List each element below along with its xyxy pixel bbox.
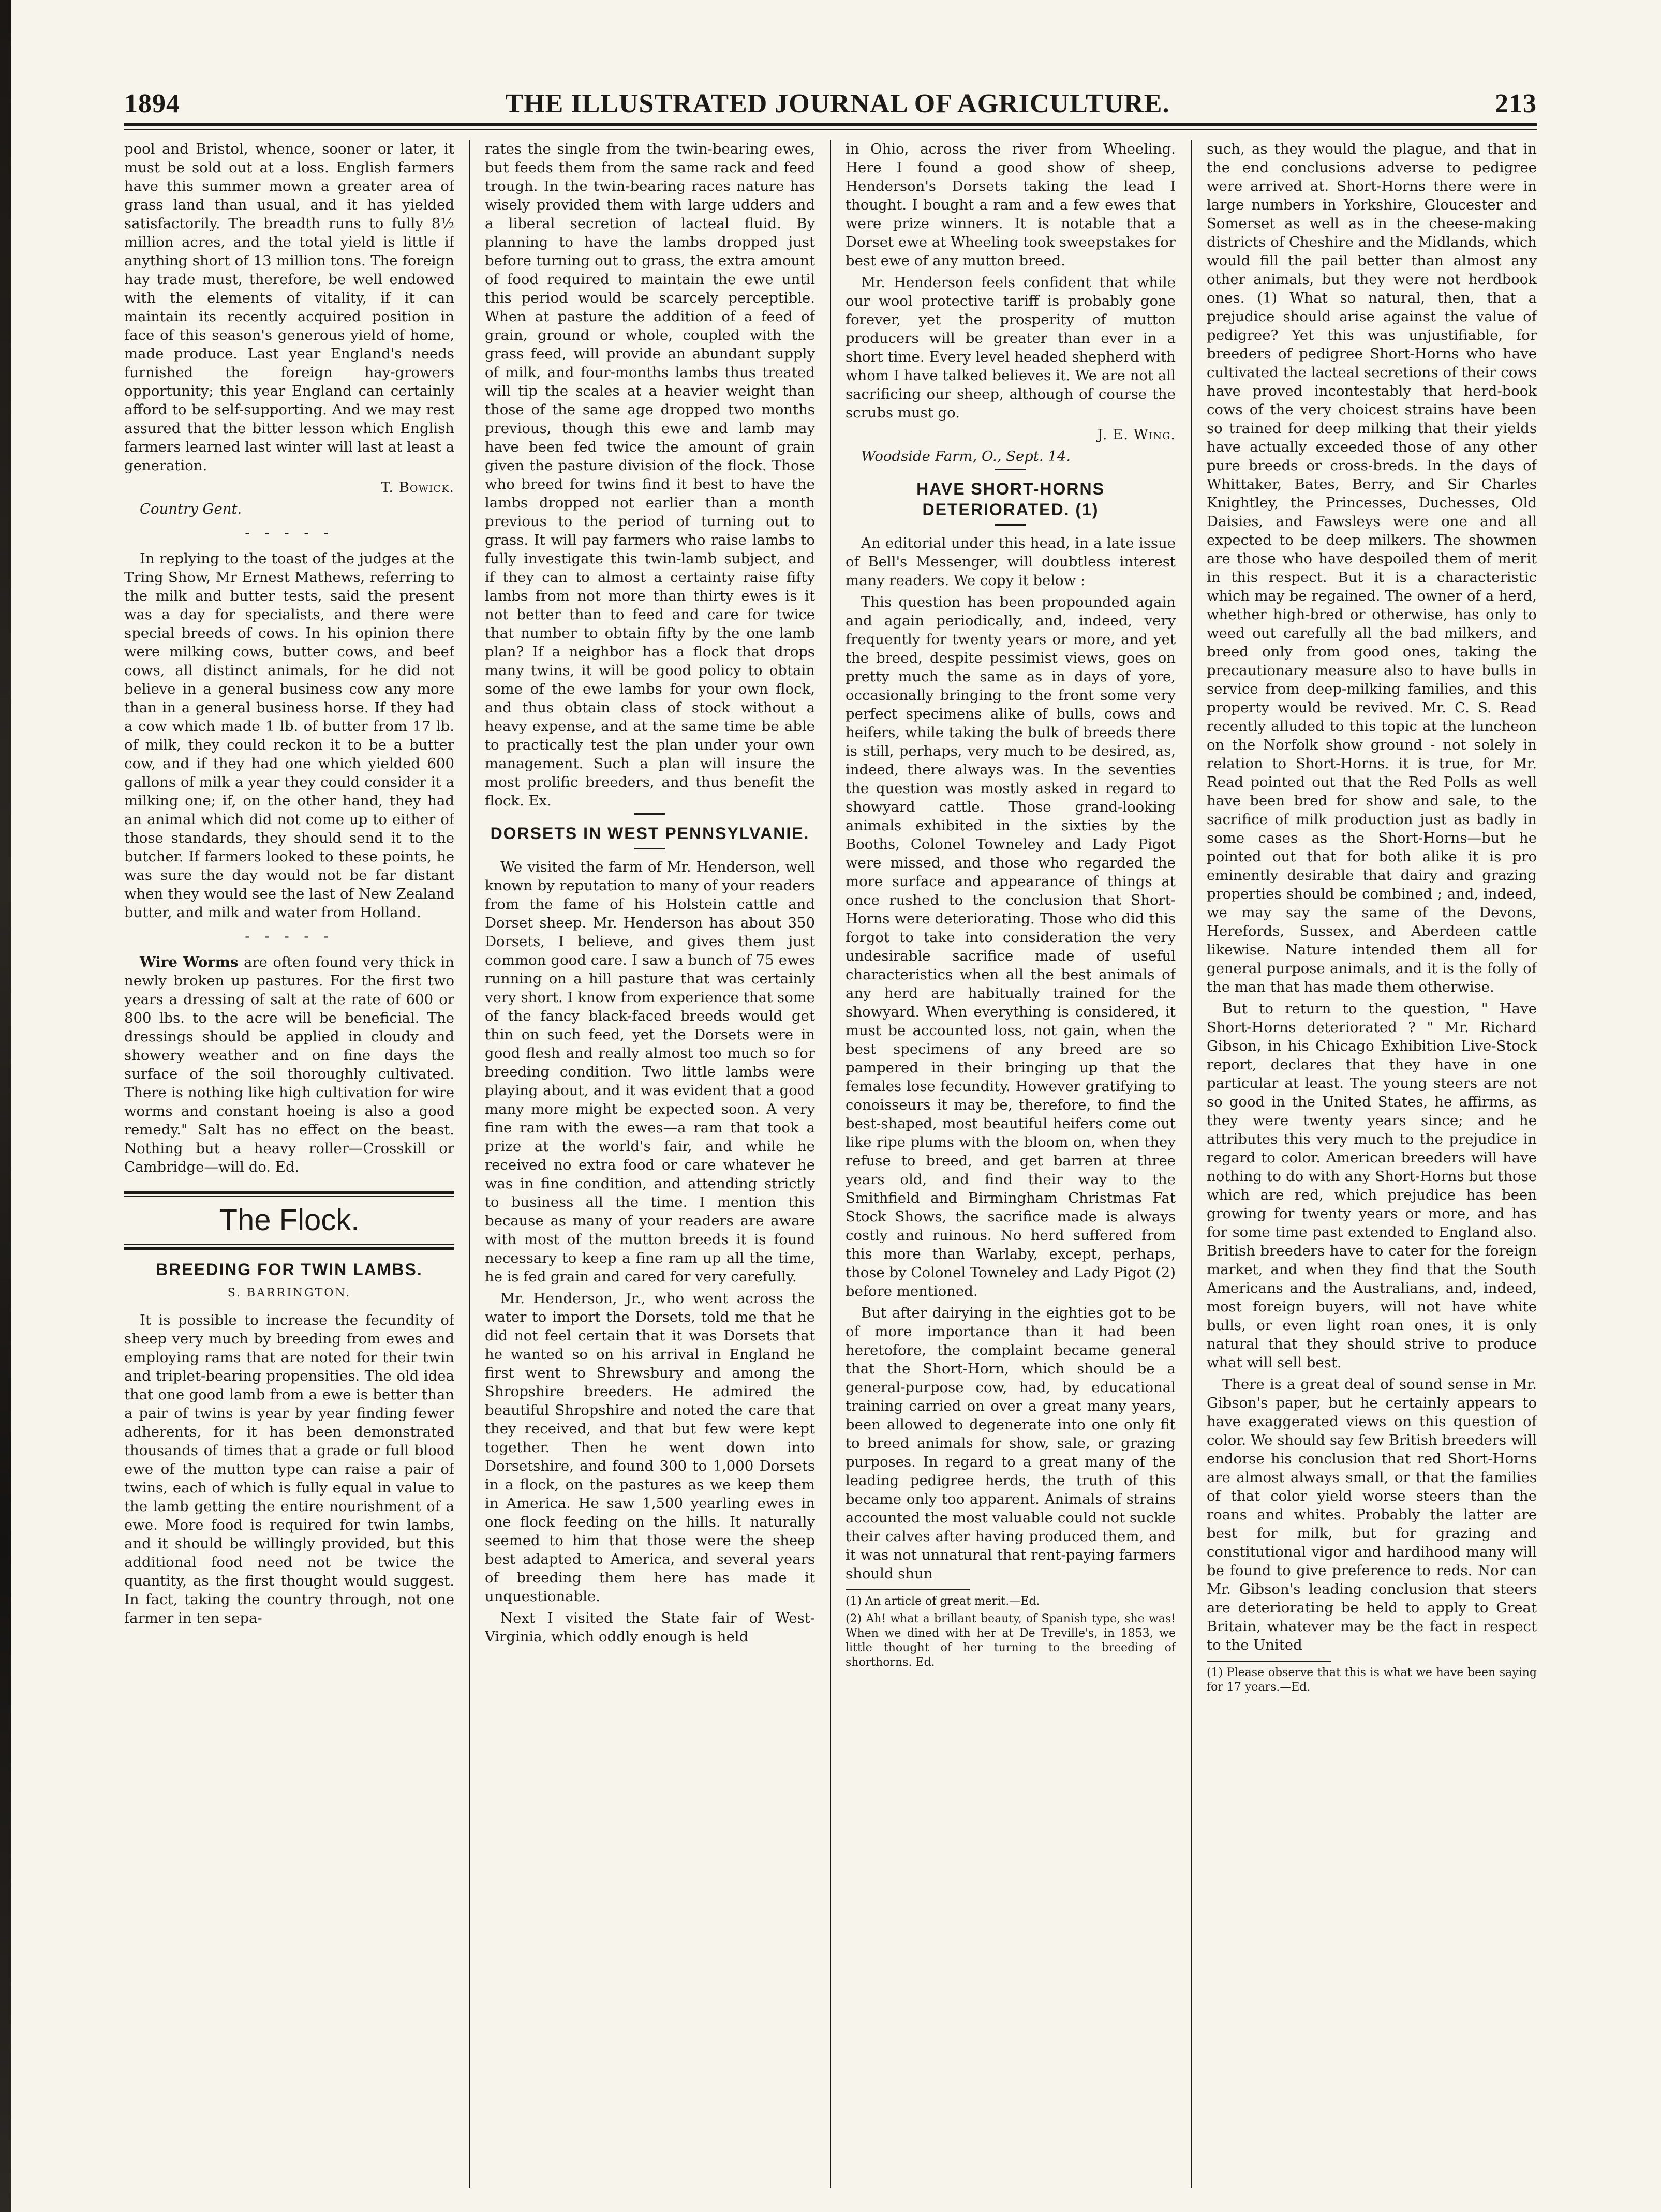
newspaper-page	[124, 62, 1537, 2183]
header-rule	[124, 123, 1537, 126]
section-heading-box	[124, 1191, 454, 1250]
article-paragraph: There is a great deal of sound sense in Mr. Gibson's paper, but he certainly appears to have exaggerated views on this question of color. We should say few British breeders will endorse his conclusion that red Short-Horns are almost always small, or that the families of that color yield worse steers than the roans and whites. Probably the latter are best for milk, but for grazing and constitutional vigor and hardihood many will be found to give preference to reds. Nor can Mr. Gibson's leading conclusion that steers are deteriorating be held to apply to Great Britain, whatever may be the fact in respect to the United	[1207, 1376, 1537, 1653]
author-signature: J. E. Wing.	[1097, 426, 1176, 443]
article-paragraph: are often found very thick in newly broken up pastures. For the first two years a dressing of salt at the rate of 600 or 800 lbs. to the acre will be beneficial. The dressings should be applied in cloudy and showery weather and on fine days the surface of the soil thoroughly cultivated. There is nothing like high cultivation for wire worms and constant hoeing is also a good remedy." Salt has no effect on the beast. Nothing but a heavy roller—Crosskill or Cambridge—will do. Ed.	[124, 954, 454, 1175]
article-paragraph: But after dairying in the eighties got to be of more importance than it had been heretofore, the complaint became general that the Short-Horn, which should be a general-purpose cow, had, by educational training carried on over a great many years, been allowed to degenerate into one only fit to breed animals for show, sale, or grazing purposes. In regard to a great many of the leading pedigree herds, the truth of this became only too apparent. Animals of strains accounted the most valuable could not suckle their calves after having produced them, and it was not unnatural that rent-paying farmers should shun	[846, 1305, 1176, 1582]
headline-rule	[634, 848, 665, 849]
article-headline: HAVE SHORT-HORNS DETERIORATED. (1)	[916, 480, 1105, 519]
column-divider	[469, 140, 470, 2188]
article-paragraph: Next I visited the State fair of West-Virginia, which oddly enough is held	[485, 1610, 815, 1645]
article-paragraph: This question has been propounded again and again periodically, and, indeed, very frequently for twenty years or more, and yet the breed, despite pessimist views, goes on pretty much the same as in days of yore, occasionally bringing to the front some very perfect specimens alike of bulls, cows and heifers, while taking the bulk of breeds there is still, perhaps, very much to be desired, as, indeed, there always was. In the seventies the question was mostly asked in regard to showyard cattle. Those grand-looking animals exhibited in the sixties by the Booths, Colonel Towneley and Lady Pigot were missed, and those who regarded the more surface and appearance of things at once rushed to the conclusion that Short-Horns were deteriorating. Those who did this forgot to take into consideration the very undesirable sacrifice made of useful characteristics when all the best animals of any herd are habitually trained for the showyard. When everything is considered, it must be accounted loss, not gain, when the best specimens of any breed are so pampered in their bringing up that the females lose fecundity. However gratifying to conoisseurs it may be, therefore, to find the best-shaped, most beautiful heifers come out like ripe plums with the bloom on, when they refuse to breed, and get barren at three years old, and find their way to the Smithfield and Birmingham Christmas Fat Stock Shows, the sacrifice made is always costly and ruinous. No herd suffered from this more than Warlaby, except, perhaps, those by Colonel Towneley and Lady Pigot (2) before mentioned.	[846, 594, 1176, 1299]
footnote-rule	[846, 1589, 970, 1590]
article-paragraph: Mr. Henderson feels confident that while our wool protective tariff is probably gone forever, yet the prosperity of mutton producers will be greater than ever in a short time. Every level headed shepherd with whom I have talked believes it. We are not all sacrificing our sheep, although of course the scrubs must go.	[846, 274, 1176, 421]
column-divider	[830, 140, 831, 2188]
column-2	[485, 140, 815, 2188]
headline-rule	[995, 524, 1026, 526]
footnote: (1) Please observe that this is what we have been saying for 17 years.—Ed.	[1207, 1666, 1537, 1694]
year: 1894	[124, 89, 180, 118]
column-3	[846, 140, 1176, 2188]
masthead	[124, 83, 1537, 119]
section-title: The Flock.	[219, 1203, 360, 1237]
paragraph-lead: Wire Worms	[140, 954, 239, 970]
separator: - - - - -	[245, 525, 334, 541]
byline: S. BARRINGTON.	[227, 1287, 351, 1299]
article-paragraph: rates the single from the twin-bearing ewes, but feeds them from the same rack and feed trough. In the twin-bearing races nature has wisely provided them with large udders and a liberal secretion of lacteal fluid. By planning to have the lambs dropped just before turning out to grass, the extra amount of food required to maintain the ewe until this period would be scarcely perceptible. When at pasture the addition of a feed of grain, ground or whole, coupled with the grass feed, will provide an abundant supply of milk, and four-months lambs thus treated will tip the scales at a heavier weight than those of the same age dropped two months previous, though this ewe and lamb may have been fed twice the amount of grain given the pasture division of the flock. Those who breed for twins find it best to have the lambs dropped not earlier than a month previous to the period of turning out to grass. It will pay farmers who raise lambs to fully investigate this twin-lamb subject, and if they can to almost a certainty raise fifty lambs from not more than thirty ewes is it not better than to feed and care for twice that number to obtain fifty by the one lamb plan? If a neighbor has a flock that drops many twins, it will be good policy to obtain some of the ewe lambs for your own flock, and thus obtain class of stock without a heavy expense, and at the same time be able to practically test the plan under your own management. Such a plan will insure the most prolific breeders, and thus benefit the flock. Ex.	[485, 141, 815, 809]
author-signature: T. Bowick.	[380, 479, 454, 496]
page-number: 213	[1495, 89, 1537, 118]
article-paragraph: We visited the farm of Mr. Henderson, well known by reputation to many of your readers from the fame of his Holstein cattle and Dorset sheep. Mr. Henderson has about 350 Dorsets, I believe, and gives them just common good care. I saw a bunch of 75 ewes running on a hill pasture that was certainly very short. I know from experience that some of the fancy black-faced breeds would get thin on such feed, yet the Dorsets were in good flesh and really almost too much so for breeding condition. Two little lambs were playing about, and it was evident that a good many more might be expected soon. A very fine ram with the ewes—a ram that took a prize at the world's fair, and while he received no extra food or care whatever he was in fine condition, and attending strictly to business all the time. I mention this because as many of your readers are aware with most of the mutton breeds it is found necessary to keep a fine ram up all the time, he is fed grain and cared for very carefully.	[485, 859, 815, 1285]
column-4	[1207, 140, 1537, 2188]
footnote-rule	[1207, 1661, 1331, 1662]
footnote: (2) Ah! what a brillant beauty, of Spanish type, she was! When we dined with her at De Treville's, in 1853, we little thought of her turning to the breeding of shorthorns. Ed.	[846, 1612, 1176, 1669]
columns	[124, 140, 1537, 2188]
separator: - - - - -	[245, 928, 334, 945]
footnote: (1) An article of great merit.—Ed.	[846, 1595, 1040, 1608]
article-headline: DORSETS IN WEST PENNSYLVANIE.	[490, 824, 810, 843]
article-paragraph: It is possible to increase the fecundity of sheep very much by breeding from ewes and employing rams that are noted for their twin and triplet-bearing propensities. The old idea that one good lamb from a ewe is better than a pair of twins is year by year finding fewer adherents, for it has been demonstrated thousands of times that a grade or full blood ewe of the mutton type can raise a pair of twins, each of which is fully equal in value to the lamb getting the entire nourishment of a ewe. More food is required for twin lambs, and it should be willingly provided, but this additional food need not be twice the quantity, as the first thought would suggest. In fact, taking the country through, not one farmer in ten sepa-	[124, 1312, 454, 1626]
article-paragraph: such, as they would the plague, and that in the end conclusions adverse to pedigree were arrived at. Short-Horns there were in large numbers in Yorkshire, Gloucester and Somerset as well as in the cheese-making districts of Cheshire and the Midlands, which would fill the pail better than almost any other animals, but they were not herdbook ones. (1) What so natural, then, that a prejudice should arise against the value of pedigree? Yet this was unjustifiable, for breeders of pedigree Short-Horns who have cultivated the lacteal secretions of their cows have proved incontestably that herd-book cows of the very choicest strains have been so trained for deep milking that their yields have actually exceeded those of any other pure breeds or cross-breds. In the days of Whittaker, Bates, Berry, and Sir Charles Knightley, the Princesses, Duchesses, Old Daisies, and Fawsleys were one and all expected to be deep milkers. The showmen are those who have despoiled them of merit in this respect. But it is a characteristic which may be regained. The owner of a herd, whether high-bred or otherwise, has only to weed out carefully all the bad milkers, and breed only from good ones, taking the precautionary measure also to have bulls in service from deep-milking families, and this property would be revived. Mr. C. S. Read recently alluded to this topic at the luncheon on the Norfolk show ground - not solely in relation to Short-Horns. it is true, for Mr. Read pointed out that the Red Polls as well have been bred for show and sale, to the sacrifice of milk production just as badly in some cases as the Short-Horns—but he pointed out that for both alike it is pro eminently desirable that dairy and grazing properties should be combined ; and, indeed, we may say the same of the Devons, Herefords, Sussex, and Aberdeen cattle likewise. Nature intended them all for general purpose animals, and it is the folly of the man that has made them otherwise.	[1207, 141, 1537, 995]
source-credit: Country Gent.	[140, 501, 242, 517]
journal-title: THE ILLUSTRATED JOURNAL OF AGRICULTURE.	[505, 89, 1170, 118]
article-paragraph: Mr. Henderson, Jr., who went across the water to import the Dorsets, told me that he did not feel certain that it was Dorsets that he wanted so on his arrival in England he first went to Shrewsbury and among the Shropshire breeders. He admired the beautiful Shropshire and noted the care that they received, and that but few were kept together. Then he went down into Dorsetshire, and found 300 to 1,000 Dorsets in a flock, on the pastures as we keep them in America. He saw 1,500 yearling ewes in one flock feeding on the hills. It naturally seemed to him that those were the sheep best adapted to America, and several years of breeding them here has made it unquestionable.	[485, 1290, 815, 1605]
article-paragraph: in Ohio, across the river from Wheeling. Here I found a good show of sheep, Henderson's Dorsets taking the lead I thought. I bought a ram and a few ewes that were prize winners. It is notable that a Dorset ewe at Wheeling took sweepstakes for best ewe of any mutton breed.	[846, 141, 1176, 269]
header-rule-thin	[124, 129, 1537, 130]
column-divider	[1191, 140, 1192, 2188]
article-paragraph: An editorial under this head, in a late issue of Bell's Messenger, will doubtless interest many readers. We copy it below :	[846, 535, 1176, 589]
source-credit: Woodside Farm, O., Sept. 14.	[861, 448, 1071, 465]
separator	[634, 813, 665, 815]
article-paragraph: In replying to the toast of the judges at the Tring Show, Mr Ernest Mathews, referring to the milk and butter tests, said the present was a day for specialists, and there were special breeds of cows. In his opinion there were milking cows, butter cows, and beef cows, all distinct animals, for he did not believe in a general business cow any more than in a general business horse. If they had a cow which made 1 lb. of butter from 17 lb. of milk, they could reckon it to be a butter cow, and if they had one which yielded 600 gallons of milk a year they could consider it a milking one; if, on the other hand, they had an animal which did not come up to either of those standards, they should send it to the butcher. If farmers looked to these points, he was sure the day would not be far distant when they would see the last of New Zealand butter, and milk and water from Holland.	[124, 550, 454, 921]
article-headline: BREEDING FOR TWIN LAMBS.	[156, 1260, 423, 1279]
separator	[995, 469, 1026, 470]
article-paragraph: pool and Bristol, whence, sooner or later, it must be sold out at a loss. English farmers have this summer mown a greater area of grass land than usual, and it has yielded satisfactorily. The breadth runs to fully 8½ million acres, and the total yield is little if anything short of 13 million tons. The foreign hay trade must, therefore, be well endowed with the elements of vitality, if it can maintain its recently acquired position in face of this season's generous yield of home, made produce. Last year England's needs furnished the foreign hay-growers opportunity; this year England can certainly afford to be self-supporting. And we may rest assured that the bitter lesson which English farmers learned last winter will last at least a generation.	[124, 141, 454, 474]
article-paragraph: But to return to the question, " Have Short-Horns deteriorated ? " Mr. Richard Gibson, in his Chicago Exhibition Live-Stock report, declares that they have in one particular at least. The young steers are not so good in the United States, he affirms, as they were twenty years since; and he attributes this very much to the prejudice in regard to color. American breeders will have nothing to do with any Short-Horns but those which are red, which prejudice has been growing for twenty years or more, and has for some time past extended to England also. British breeders have to cater for the foreign market, and when they find that the South Americans and the Australians, and, indeed, most foreign buyers, will not have white bulls, or even light roan ones, it is only natural that they should strive to produce what will sell best.	[1207, 1000, 1537, 1371]
binding-edge	[0, 0, 11, 2212]
column-1	[124, 140, 454, 2188]
